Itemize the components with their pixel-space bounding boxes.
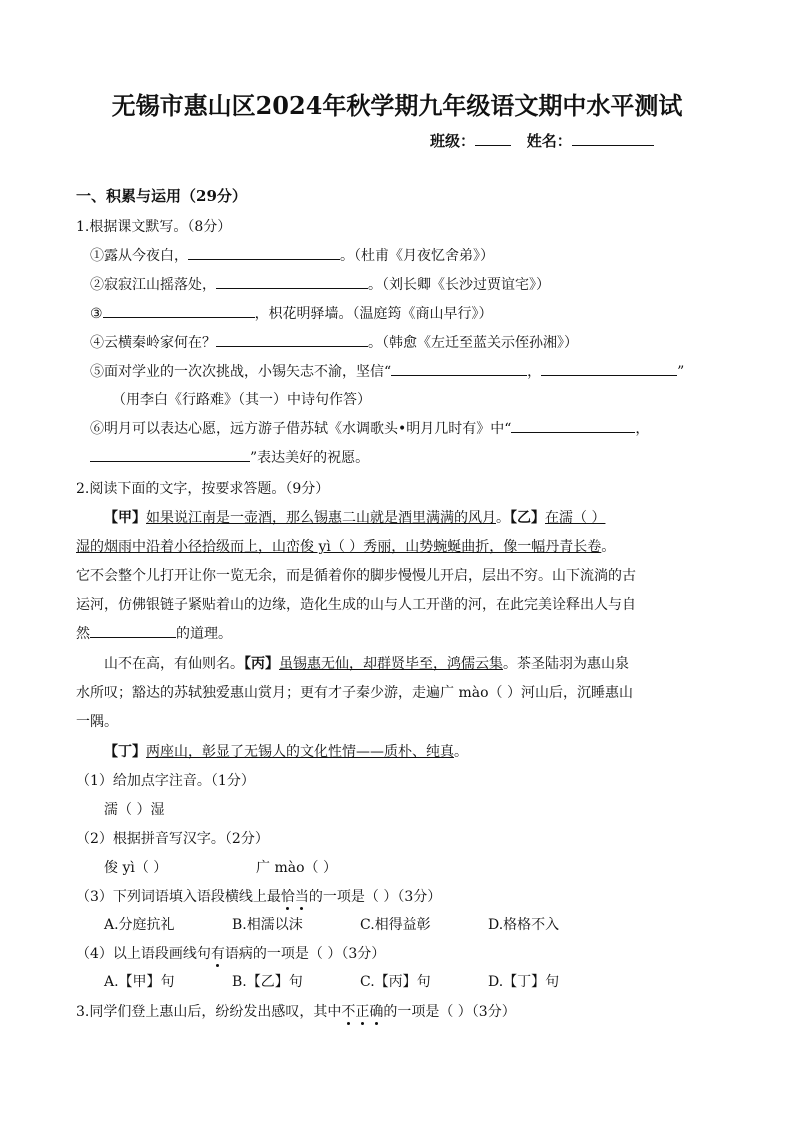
q3-stem [76, 1001, 516, 1021]
q1-line3-prefix: ③ [90, 306, 103, 322]
q2-sub3-opt-b[interactable]: B.相濡以沫 [232, 917, 303, 933]
q2-sub3-opt-d[interactable]: D.格格不入 [488, 917, 560, 933]
page-title: 无锡市惠山区2024年秋学期九年级语文期中水平测试 [111, 91, 683, 120]
q1-line4 [90, 332, 578, 352]
tag-ding: 【丁】 [104, 744, 146, 760]
q1-line1 [90, 245, 494, 265]
q2-sub4-opt-d[interactable]: D.【丁】句 [488, 974, 560, 990]
emphasis-char: 不 [341, 1004, 356, 1020]
q1-line2 [90, 274, 550, 294]
q3-stem-b: 的一项是（ ）（3分） [383, 1004, 516, 1020]
period: 。 [454, 744, 468, 760]
q2-para1-line1 [104, 507, 605, 527]
name-blank[interactable] [572, 131, 654, 146]
sentence-yi-start: 在濡（ ） [545, 510, 606, 526]
q2-sub4-b: 语病的一项是（ ）（3分） [224, 946, 386, 962]
q2-para2-line3: 一隅。 [76, 714, 118, 730]
q1-line3-suffix: ，枳花明驿墙。（温庭筠《商山早行》） [254, 306, 493, 322]
q2-stem: 2.阅读下面的文字，按要求答题。（9分） [76, 481, 330, 497]
q2-fill-blank[interactable] [90, 623, 176, 638]
class-blank[interactable] [475, 131, 511, 146]
sentence-bing: 虽锡惠无仙，却群贤毕至，鸿儒云集 [279, 656, 503, 672]
q2-para1-line4: 运河，仿佛银链子紧贴着山的边缘，造化生成的山与人工开凿的河，在此完美诠释出人与自 [76, 597, 636, 613]
q1-line6-comma: ， [635, 421, 650, 437]
q1-blank2[interactable] [216, 274, 368, 289]
q1-line6-cont [90, 447, 369, 467]
q1-line4-suffix: 。（韩愈《左迁至蓝关示侄孙湘》） [368, 335, 578, 351]
q1-line4-prefix: ④云横秦岭家何在？ [90, 335, 216, 351]
q1-line5-note: （用李白《行路难》（其一）中诗句作答） [112, 392, 371, 408]
q1-line5-prefix: ⑤面对学业的一次次挑战，小锡矢志不渝，坚信“ [90, 364, 392, 380]
q2-sub3-opt-c[interactable]: C.相得益彰 [360, 917, 431, 933]
q1-line6 [90, 418, 649, 438]
emphasis-char: 正 [355, 1004, 370, 1020]
q1-line5 [90, 361, 684, 381]
q1-blank4[interactable] [216, 332, 368, 347]
q1-line3 [90, 303, 493, 323]
q1-line2-prefix: ②寂寂江山摇落处， [90, 277, 216, 293]
q2-para1-line5 [76, 623, 232, 643]
q2-sub2: （2）根据拼音写汉字。（2分） [76, 831, 269, 847]
para1-end-suffix: 的道理。 [176, 626, 232, 642]
q1-line1-suffix: 。（杜甫《月夜忆舍弟》） [340, 248, 494, 264]
section-heading: 一、积累与运用（29分） [76, 187, 247, 205]
q1-blank8[interactable] [90, 447, 250, 462]
q2-sub3-b: 的一项是（ ）（3分） [308, 889, 442, 905]
para2-start: 山不在高，有仙则名。 [104, 656, 244, 672]
q1-line5-quote: ” [677, 364, 685, 380]
q2-sub3-dotted [281, 889, 309, 905]
q1-line5-comma: ， [527, 364, 542, 380]
q2-sub2-answer-a[interactable]: 俊 yì（ ） [104, 860, 168, 876]
tag-jia: 【甲】 [104, 510, 146, 526]
emphasis-char: 恰 [280, 889, 295, 905]
q1-line6-prefix: ⑥明月可以表达心愿，远方游子借苏轼《水调歌头•明月几时有》中“ [90, 421, 512, 437]
q2-sub3-a: （3）下列词语填入语段横线上最 [76, 889, 281, 905]
q2-sub4-a: （4）以上语段画线句 [76, 946, 211, 962]
q2-sub1: （1）给加点字注音。（1分） [76, 773, 255, 789]
period: 。 [496, 510, 510, 526]
q2-para2-line2: 水所叹；豁达的苏轼独爱惠山赏月；更有才子秦少游，走遍广 mào（ ）河山后，沉睡惠山 [76, 685, 633, 701]
q2-sub4-opt-c[interactable]: C.【丙】句 [360, 974, 431, 990]
q2-para1-line3: 它不会整个儿打开让你一览无余，而是循着你的脚步慢慢儿开启，层出不穷。山下流淌的古 [76, 568, 636, 584]
emphasis-char: 确 [369, 1004, 384, 1020]
period: 。 [601, 539, 616, 555]
q1-blank3[interactable] [103, 303, 255, 318]
class-label: 班级： [430, 132, 476, 150]
para1-end-prefix: 然 [76, 626, 90, 642]
q1-stem: 1.根据课文默写。（8分） [76, 219, 232, 235]
q3-stem-a: 3.同学们登上惠山后，纷纷发出感叹，其中 [76, 1004, 342, 1020]
q2-sub2-answer-b[interactable]: 广 mào（ ） [256, 860, 337, 876]
emphasis-char: 当 [294, 889, 309, 905]
q2-sub4 [76, 943, 385, 963]
sentence-yi-end: 湿的烟雨中沿着小径拾级而上，山峦俊 yì（ ）秀丽，山势蜿蜒曲折，像一幅丹青长卷 [76, 539, 602, 555]
q3-stem-dotted [341, 1004, 383, 1020]
q1-line2-suffix: 。（刘长卿《长沙过贾谊宅》） [368, 277, 550, 293]
q1-blank1[interactable] [188, 245, 340, 260]
q2-sub3-opt-a[interactable]: A.分庭抗礼 [104, 917, 175, 933]
q2-para1-line2 [76, 536, 615, 556]
q1-blank6[interactable] [541, 361, 677, 376]
q1-blank5[interactable] [391, 361, 527, 376]
name-label: 姓名： [526, 132, 572, 150]
q2-para3 [104, 741, 468, 761]
sentence-ding: 两座山，彰显了无锡人的文化性情——质朴、纯真 [146, 744, 454, 760]
class-name-fields [430, 130, 654, 151]
q1-line1-prefix: ①露从今夜白， [90, 248, 188, 264]
sentence-jia: 如果说江南是一壶酒，那么锡惠二山就是酒里满满的风月 [146, 510, 496, 526]
q2-sub1-answer[interactable]: 濡（ ）湿 [104, 802, 165, 818]
para2-cont: 。茶圣陆羽为惠山泉 [503, 656, 629, 672]
q2-para2-line1 [104, 653, 629, 673]
q1-blank7[interactable] [511, 418, 635, 433]
q1-line6-suffix: ”表达美好的祝愿。 [250, 450, 370, 466]
tag-yi: 【乙】 [510, 510, 545, 526]
q2-sub4-opt-b[interactable]: B.【乙】句 [232, 974, 303, 990]
q2-sub4-dotted: 有 [210, 946, 225, 962]
q2-sub4-opt-a[interactable]: A.【甲】句 [104, 974, 175, 990]
q2-sub3 [76, 886, 441, 906]
tag-bing: 【丙】 [244, 656, 279, 672]
